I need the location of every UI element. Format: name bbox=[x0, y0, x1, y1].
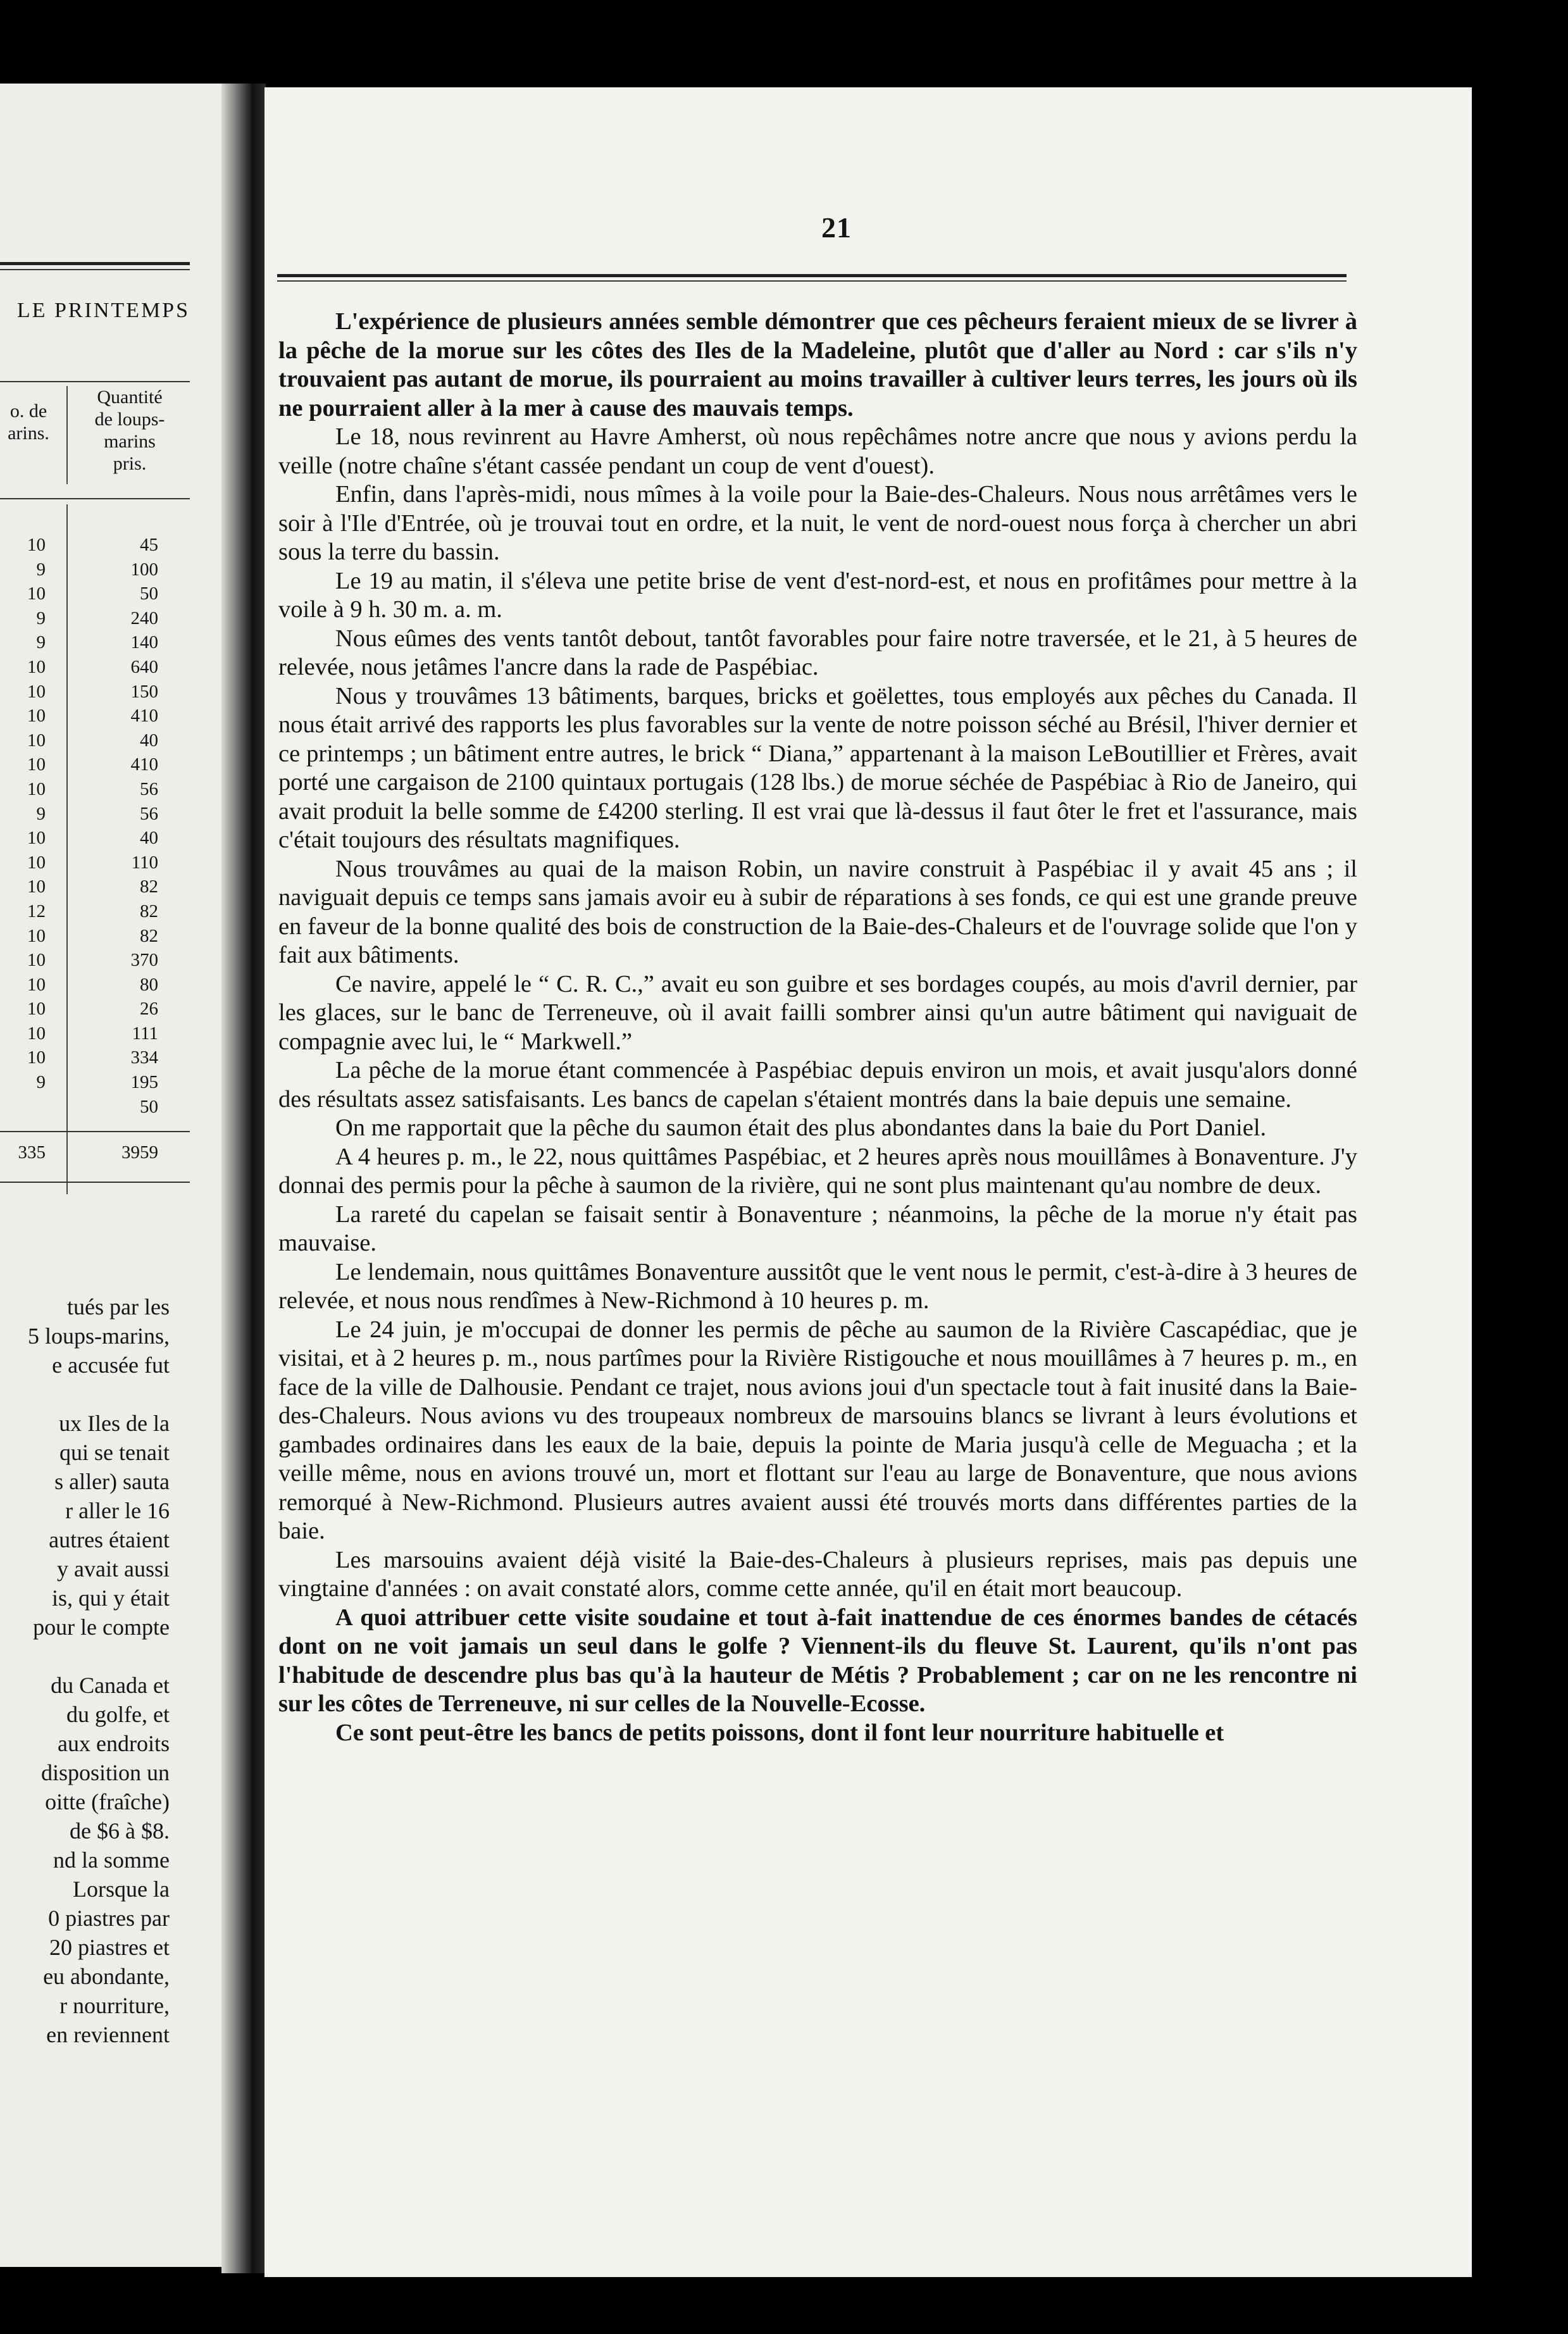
text-line bbox=[0, 1642, 170, 1671]
paragraph: Nous eûmes des vents tantôt debout, tantôt favorables pour faire notre traversée, et le 21, à 5 heures de relevée, nous jetâmes l'ancre dans la rade de Paspébiac. bbox=[278, 625, 1357, 680]
left-page bbox=[0, 84, 229, 2267]
text-line: y avait aussi bbox=[57, 1556, 170, 1582]
table-cell: 10 bbox=[27, 852, 46, 873]
column-divider bbox=[66, 504, 68, 1194]
paragraph: Nous y trouvâmes 13 bâtiments, barques, bricks et goëlettes, tous employés aux pêches du Canada. Il nous était arrivé des rapports les plus favorables sur la vente de notre poisson séché au Brésil, l'hiver dernier et ce printemps ; un bâtiment entre autres, le brick “ Diana,” appartenant à la maison LeBoutillier et Frères, avait porté une cargaison de 2100 quintaux portugais (128 lbs.) de morue séchée de Paspébiac à Rio de Janeiro, qui avait produit la belle somme de £4200 sterling. Il est vrai que là-dessus il faut ôter le fret et l'assurance, mais c'était toujours des résultats magnifiques. bbox=[278, 682, 1357, 853]
col-right-header: Quantité de loups- marins pris. bbox=[94, 387, 165, 474]
paragraph: Le lendemain, nous quittâmes Bonaventure aussitôt que le vent nous le permit, c'est-à-dire à 3 heures de relevée, et nous nous rendîmes à New-Richmond à 10 heures p. m. bbox=[278, 1258, 1357, 1314]
paragraph: Ce navire, appelé le “ C. R. C.,” avait eu son guibre et ses bordages coupés, au mois d'avril dernier, par les glaces, sur le banc de Terreneuve, où il avait failli sombrer ainsi qu'un autre bâtiment qui naviguait de compagnie avec lui, le “ Markwell.” bbox=[278, 970, 1357, 1055]
table-header-rule bbox=[0, 381, 190, 382]
text-line: 5 loups-marins, bbox=[28, 1323, 170, 1349]
text-line: disposition un bbox=[40, 1760, 170, 1785]
paragraph: Le 18, nous revinrent au Havre Amherst, où nous repêchâmes notre ancre que nous y avions perdu la veille (notre chaîne s'étant cassée pendant un coup de vent d'ouest). bbox=[278, 423, 1357, 479]
paragraph: Le 24 juin, je m'occupai de donner les permis de pêche au saumon de la Rivière Cascapédiac, que je visitai, et à 2 heures p. m., nous partîmes pour la Rivière Ristigouche et nous mouillâmes à 7 heures p. m., en face de la ville de Dalhousie. Pendant ce trajet, nous avions joui d'un spectacle tout à fait inusité dans la Baie-des-Chaleurs. Nous avions vu des troupeaux nombreux de marsouins blancs se livrant à leurs évolutions et gambades ordinaires dans les eaux de la baie, depuis la pointe de Maria jusqu'à celle de Meguacha ; et la veille même, nous en avions trouvé un, mort et flottant sur l'eau au large de Bonaventure, que nous avions remorqué à New-Richmond. Plusieurs autres avaient aussi été trouvés morts dans différentes parties de la baie. bbox=[278, 1316, 1357, 1544]
left-page-text bbox=[0, 1292, 170, 2049]
paragraph: A quoi attribuer cette visite soudaine et tout à-fait inattendue de ces énormes bandes de cétacés dont on ne voit jamais un seul dans le golfe ? Viennent-ils du fleuve St. Laurent, qu'ils n'ont pas l'habitude de descendre plus bas qu'à la hauteur de Métis ? Probablement ; car on ne les rencontre ni sur les côtes de Terreneuve, ni sur celles de la Nouvelle-Ecosse. bbox=[278, 1604, 1357, 1717]
table-cell: 9 bbox=[36, 632, 46, 653]
left-top-rule-thin bbox=[0, 269, 190, 270]
total-rule bbox=[0, 1131, 190, 1132]
table-cell: 9 bbox=[36, 559, 46, 580]
left-top-rule bbox=[0, 262, 190, 265]
table-cell: 10 bbox=[27, 974, 46, 995]
table-cell: 9 bbox=[36, 608, 46, 628]
text-line: eu abondante, bbox=[43, 1964, 170, 1989]
text-line: ux Iles de la bbox=[59, 1411, 170, 1436]
text-line: Lorsque la bbox=[73, 1876, 170, 1902]
left-page-heading: LE PRINTEMPS bbox=[16, 299, 190, 322]
table-cell: 111 bbox=[132, 1023, 158, 1044]
table-cell: 10 bbox=[27, 778, 46, 799]
paragraph: La pêche de la morue étant commencée à Paspébiac depuis environ un mois, et avait jusqu'alors donné des résultats assez satisfaisants. Les bancs de capelan s'étaient montrés dans la baie depuis une semaine. bbox=[278, 1057, 1357, 1113]
text-line: en reviennent bbox=[46, 2022, 170, 2047]
table-cell: 10 bbox=[27, 999, 46, 1020]
table-cell: 9 bbox=[36, 1072, 46, 1093]
text-line: r aller le 16 bbox=[65, 1498, 170, 1523]
paragraph: L'expérience de plusieurs années semble démontrer que ces pêcheurs feraient mieux de se livrer à la pêche de la morue sur les côtes des Iles de la Madeleine, plutôt que d'aller au Nord : car s'ils n'y trouvaient pas autant de morue, ils pourraient au moins travailler à cultiver leurs terres, les jours où ils ne pourraient aller à la mer à cause des mauvais temps. bbox=[278, 308, 1357, 421]
table-cell: 10 bbox=[27, 681, 46, 702]
text-line: e accusée fut bbox=[52, 1352, 170, 1378]
table-col-right bbox=[95, 533, 158, 1119]
table-cell: 10 bbox=[27, 730, 46, 751]
table-cell: 10 bbox=[27, 950, 46, 971]
table-cell: 45 bbox=[140, 535, 158, 555]
table-cell: 40 bbox=[140, 730, 158, 751]
table-cell: 12 bbox=[27, 901, 46, 921]
text-line: du Canada et bbox=[51, 1673, 170, 1698]
text-line: oitte (fraîche) bbox=[45, 1789, 170, 1814]
table-cell: 150 bbox=[130, 681, 158, 702]
table-cell: 50 bbox=[140, 584, 158, 604]
paragraph: Ce sont peut-être les bancs de petits poissons, dont il font leur nourriture habituelle et bbox=[335, 1719, 1224, 1746]
table-cell: 100 bbox=[130, 559, 158, 580]
table-cell: 410 bbox=[130, 754, 158, 775]
total-bottom-rule bbox=[0, 1182, 190, 1183]
text-line: autres étaient bbox=[49, 1527, 170, 1552]
text-line: is, qui y était bbox=[52, 1585, 170, 1611]
header-divider bbox=[66, 386, 68, 484]
table-cell: 410 bbox=[130, 706, 158, 727]
page-number: 21 bbox=[821, 211, 852, 244]
table-cell: 195 bbox=[130, 1072, 158, 1093]
table-cell: 10 bbox=[27, 1023, 46, 1044]
body-text bbox=[278, 308, 1357, 1747]
table-cell: 10 bbox=[27, 706, 46, 727]
table-cell: 40 bbox=[140, 828, 158, 849]
header-rule bbox=[277, 274, 1347, 277]
paragraph: On me rapportait que la pêche du saumon était des plus abondantes dans la baie du Port Daniel. bbox=[335, 1114, 1267, 1141]
header-rule-thin bbox=[277, 280, 1347, 282]
text-line: s aller) sauta bbox=[54, 1469, 170, 1494]
table-header-bottom-rule bbox=[0, 498, 190, 499]
table-cell: 10 bbox=[27, 828, 46, 849]
table-cell: 10 bbox=[27, 656, 46, 677]
table-cell: 10 bbox=[27, 877, 46, 897]
paragraph: La rareté du capelan se faisait sentir à Bonaventure ; néanmoins, la pêche de la morue n'y était pas mauvaise. bbox=[278, 1201, 1357, 1256]
table-cell: 50 bbox=[140, 1096, 158, 1117]
text-line: aux endroits bbox=[58, 1731, 170, 1756]
table-col-left bbox=[8, 533, 46, 1095]
paragraph: Le 19 au matin, il s'éleva une petite brise de vent d'est-nord-est, et nous en profitâmes pour mettre à la voile à 9 h. 30 m. a. m. bbox=[278, 567, 1357, 623]
paragraph: Les marsouins avaient déjà visité la Baie-des-Chaleurs à plusieurs reprises, mais pas depuis une vingtaine d'années : on avait constaté alors, comme cette année, qu'il en était mort beaucoup. bbox=[278, 1546, 1357, 1602]
table-cell: 640 bbox=[130, 656, 158, 677]
table-cell: 10 bbox=[27, 535, 46, 555]
table-cell: 82 bbox=[140, 877, 158, 897]
table-cell: 80 bbox=[140, 974, 158, 995]
text-line: r nourriture, bbox=[59, 1993, 170, 2018]
table-cell: 370 bbox=[130, 950, 158, 971]
paragraph: A 4 heures p. m., le 22, nous quittâmes Paspébiac, et 2 heures après nous mouillâmes à Bonaventure. J'y donnai des permis pour la pêche à saumon de la rivière, qui ne sont plus maintenant qu'au nombre de deux. bbox=[278, 1143, 1357, 1199]
col-left-header: o. de arins. bbox=[8, 401, 49, 444]
text-line: qui se tenait bbox=[59, 1440, 170, 1465]
paragraph: Nous trouvâmes au quai de la maison Robin, un navire construit à Paspébiac il y avait 45 ans ; il naviguait depuis ce temps sans jamais avoir eu à subir de réparations à ses fonds, ce qui est une grande preuve en faveur de la bonne qualité des bois de construction de la Baie-des-Chaleurs et de l'ouvrage solide que l'on y fait aux bâtiments. bbox=[278, 855, 1357, 968]
table-cell: 110 bbox=[131, 852, 158, 873]
right-page bbox=[264, 87, 1472, 2277]
book-spine bbox=[221, 84, 266, 2273]
table-cell: 10 bbox=[27, 1047, 46, 1068]
paragraph: Enfin, dans l'après-midi, nous mîmes à la voile pour la Baie-des-Chaleurs. Nous nous arrêtâmes vers le soir à l'Ile d'Entrée, où je trouvai tout en ordre, et la nuit, le vent de nord-ouest nous força à chercher un abri sous la terre du bassin. bbox=[278, 481, 1357, 565]
text-line: nd la somme bbox=[53, 1847, 170, 1873]
text-line: 20 piastres et bbox=[49, 1935, 170, 1960]
table-cell: 10 bbox=[27, 584, 46, 604]
text-line: pour le compte bbox=[33, 1614, 170, 1640]
table-cell: 240 bbox=[130, 608, 158, 628]
text-line: du golfe, et bbox=[66, 1702, 170, 1727]
table-cell: 334 bbox=[130, 1047, 158, 1068]
table-cell: 26 bbox=[140, 999, 158, 1020]
table-cell: 10 bbox=[27, 925, 46, 946]
total-right: 3959 bbox=[121, 1142, 158, 1163]
text-line bbox=[0, 1380, 170, 1409]
table-cell: 56 bbox=[140, 803, 158, 824]
table-cell: 140 bbox=[130, 632, 158, 653]
table-cell: 9 bbox=[36, 803, 46, 824]
total-left: 335 bbox=[18, 1142, 46, 1163]
text-line: de $6 à $8. bbox=[70, 1818, 170, 1844]
text-line: tués par les bbox=[67, 1294, 170, 1320]
table-cell: 56 bbox=[140, 778, 158, 799]
table-cell: 10 bbox=[27, 754, 46, 775]
table-cell: 82 bbox=[140, 901, 158, 921]
text-line: 0 piastres par bbox=[48, 1906, 170, 1931]
table-cell: 82 bbox=[140, 925, 158, 946]
